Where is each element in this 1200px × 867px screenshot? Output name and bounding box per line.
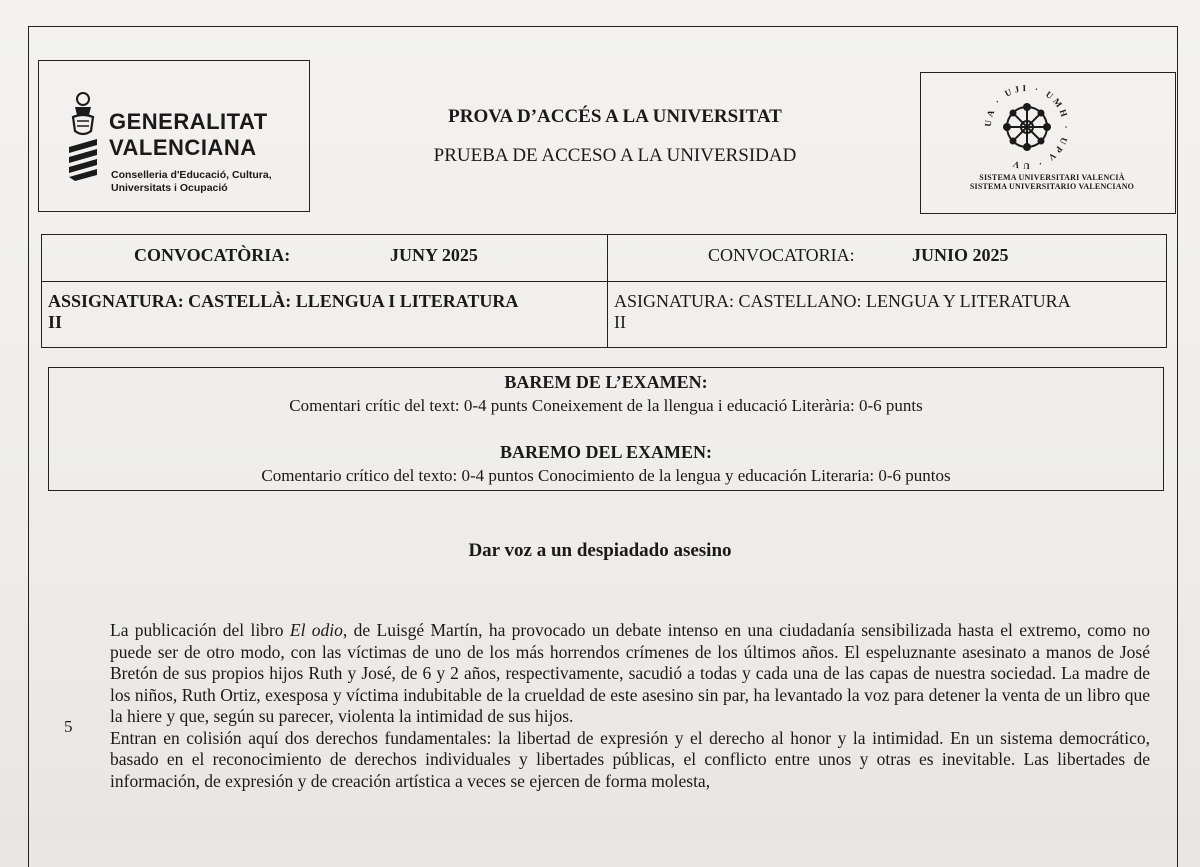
generalitat-shield-icon bbox=[63, 91, 103, 183]
exam-info-table bbox=[41, 234, 1167, 348]
text-body bbox=[110, 620, 1150, 792]
exam-title-spanish: PRUEBA DE ACCESO A LA UNIVERSIDAD bbox=[433, 145, 797, 166]
paragraph: Entran en colisión aquí dos derechos fundamentales: la libertad de expresión y el derecho al honor y la intimidad. En un sistema democrático, basado en el reconocimiento de derechos individuales y libertades públicas, el conflicto entre unos y otras es inevitable. Las libertades de información, de expresión y de creación artística a veces se ejercen de forma molesta, bbox=[110, 727, 1150, 791]
subject-spanish: ASIGNATURA: CASTELLANO: LENGUA Y LITERATURA II bbox=[614, 291, 1071, 332]
paragraph: La publicación del libro El odio, de Luisgé Martín, ha provocado un debate intenso en una ciudadanía sensibilizada hasta el extremo, como no puede ser de otro modo, con las víctimas de uno de los más horrendos crímenes de los últimos años. El espeluznante asesinato a manos de José Bretón de sus propios hijos Ruth y José, de 6 y 2 años, respectivamente, sacudió a todas y cada una de las capas de nuestra sociedad. La madre de los niños, Ruth Ortiz, exesposa y víctima indubitable de la crueldad de este asesino sin par, ha levantado la voz para detener la venta de un libro que la hiere y que, según su parecer, violenta la intimidad de sus hijos. bbox=[110, 620, 1151, 726]
convocatoria-va-label: CONVOCATÒRIA: bbox=[134, 245, 291, 265]
svg-text:UA · UJI · UMH · UPV · UV: UA · UJI · UMH · UPV · UV bbox=[982, 82, 1072, 172]
book-title: El odio bbox=[289, 620, 343, 640]
conselleria-name: Conselleria d'Educació, Cultura, Universitats i Ocupació bbox=[111, 169, 272, 194]
subject-valencian: ASSIGNATURA: CASTELLÀ: LLENGUA I LITERATURA II bbox=[48, 291, 519, 332]
university-seal-icon bbox=[977, 77, 1077, 177]
line-number: 5 bbox=[64, 717, 73, 736]
seal-caption: SISTEMA UNIVERSITARI VALENCIÀ SISTEMA UNIVERSITARIO VALENCIANO bbox=[969, 173, 1135, 191]
barem-line-valencian: Comentari crític del text: 0-4 punts Coneixement de la llengua i educació Literària: 0-6 punts bbox=[289, 396, 923, 415]
convocatoria-es-label: CONVOCATORIA: bbox=[708, 245, 855, 265]
barem-line-spanish: Comentario crítico del texto: 0-4 puntos Conocimiento de la lengua y educación Literaria: 0-6 puntos bbox=[261, 466, 951, 485]
barem-title-valencian: BAREM DE L’EXAMEN: bbox=[504, 372, 708, 392]
exam-title-valencian: PROVA D’ACCÉS A LA UNIVERSITAT bbox=[448, 106, 782, 127]
university-seal-box bbox=[920, 72, 1176, 214]
barem-title-spanish: BAREMO DEL EXAMEN: bbox=[499, 442, 712, 462]
convocatoria-va-value: JUNY 2025 bbox=[390, 245, 478, 265]
convocatoria-es-value: JUNIO 2025 bbox=[912, 245, 1009, 265]
table-divider bbox=[42, 281, 1166, 282]
generalitat-name: GENERALITAT VALENCIANA bbox=[109, 109, 268, 160]
grading-scale-box bbox=[48, 367, 1164, 491]
generalitat-logo-box bbox=[38, 60, 310, 212]
text-title: Dar voz a un despiadado asesino bbox=[468, 540, 732, 561]
table-divider bbox=[607, 235, 608, 347]
